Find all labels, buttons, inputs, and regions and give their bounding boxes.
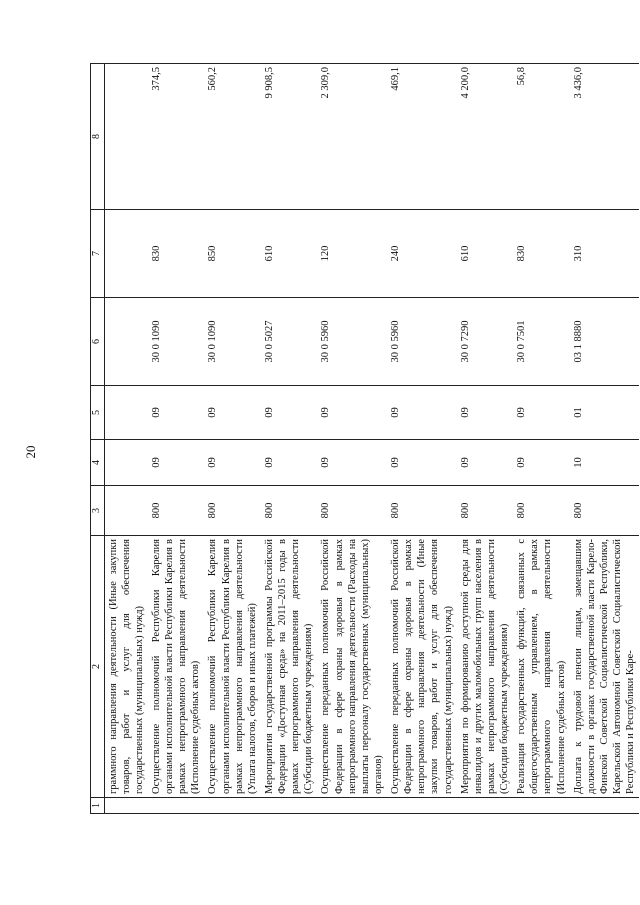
cell-ministry-code: 800 bbox=[570, 486, 640, 536]
table-row bbox=[261, 64, 318, 814]
cell-ministry-code: 800 bbox=[513, 486, 570, 536]
cell-subsection: 09 bbox=[513, 386, 570, 440]
cell-num bbox=[570, 798, 640, 814]
cell-amount: 2 309,0 bbox=[317, 64, 387, 210]
cell-target-article: 30 0 5027 bbox=[261, 298, 318, 386]
cell-num bbox=[148, 798, 205, 814]
page-number: 20 bbox=[23, 445, 38, 459]
cell-amount: 3 436,0 bbox=[570, 64, 640, 210]
cell-target-article: 30 0 1090 bbox=[148, 298, 205, 386]
cell-ministry-code: 800 bbox=[261, 486, 318, 536]
table-row bbox=[148, 64, 205, 814]
cell-description: Осуществление полномочий Республики Карелия органами исполнительной власти Республики Карелия в рамках непрограммного направления деятельности (Исполнение судебных актов) bbox=[148, 536, 205, 798]
cell-expense-type: 240 bbox=[387, 210, 457, 298]
col-header-3: 3 bbox=[91, 486, 105, 536]
cell-section: 09 bbox=[261, 440, 318, 486]
col-header-2: 2 bbox=[91, 536, 105, 798]
table-row bbox=[570, 64, 640, 814]
cell-num bbox=[104, 798, 148, 814]
cell-expense-type: 610 bbox=[261, 210, 318, 298]
cell-ministry-code bbox=[104, 486, 148, 536]
cell-num bbox=[204, 798, 261, 814]
col-header-8: 8 bbox=[91, 64, 105, 210]
cell-subsection: 09 bbox=[261, 386, 318, 440]
cell-section: 09 bbox=[317, 440, 387, 486]
cell-expense-type: 610 bbox=[457, 210, 514, 298]
cell-ministry-code: 800 bbox=[387, 486, 457, 536]
cell-target-article: 30 0 5960 bbox=[317, 298, 387, 386]
cell-ministry-code: 800 bbox=[148, 486, 205, 536]
cell-ministry-code: 800 bbox=[317, 486, 387, 536]
cell-num bbox=[513, 798, 570, 814]
cell-description: Мероприятия по формированию доступной среды для инвалидов и других маломобильных групп населения в рамках непрограммного направления деятельности (Субсидии бюджетным учреждениям) bbox=[457, 536, 514, 798]
cell-num bbox=[261, 798, 318, 814]
cell-section: 09 bbox=[148, 440, 205, 486]
col-header-6: 6 bbox=[91, 298, 105, 386]
cell-target-article: 30 0 1090 bbox=[204, 298, 261, 386]
cell-subsection: 01 bbox=[570, 386, 640, 440]
col-header-5: 5 bbox=[91, 386, 105, 440]
cell-description: Мероприятия государственной программы Российской Федерации «Доступная среда» на 2011–2015 годы в рамках непрограммного направления деятельности (Субсидии бюджетным учреждениям) bbox=[261, 536, 318, 798]
cell-subsection: 09 bbox=[387, 386, 457, 440]
cell-subsection: 09 bbox=[204, 386, 261, 440]
cell-expense-type: 310 bbox=[570, 210, 640, 298]
table-header-row bbox=[91, 64, 105, 814]
cell-expense-type: 120 bbox=[317, 210, 387, 298]
cell-target-article bbox=[104, 298, 148, 386]
rotated-table-wrapper bbox=[90, 64, 637, 814]
cell-section: 09 bbox=[387, 440, 457, 486]
cell-ministry-code: 800 bbox=[204, 486, 261, 536]
cell-target-article: 30 0 7290 bbox=[457, 298, 514, 386]
cell-subsection: 09 bbox=[148, 386, 205, 440]
cell-section: 09 bbox=[204, 440, 261, 486]
table-row bbox=[513, 64, 570, 814]
budget-table bbox=[90, 63, 639, 814]
col-header-4: 4 bbox=[91, 440, 105, 486]
cell-ministry-code: 800 bbox=[457, 486, 514, 536]
cell-description: Доплата к трудовой пенсии лицам, замещавшим должности в органах государственной власти Карело-Финской Советской Социалистической Республики, Карельской Автономной Советской Социалистической Республики и Республики Каре- bbox=[570, 536, 640, 798]
cell-target-article: 30 0 7501 bbox=[513, 298, 570, 386]
cell-section bbox=[104, 440, 148, 486]
table-row bbox=[457, 64, 514, 814]
cell-section: 10 bbox=[570, 440, 640, 486]
cell-subsection: 09 bbox=[317, 386, 387, 440]
cell-section: 09 bbox=[457, 440, 514, 486]
cell-amount: 4 200,0 bbox=[457, 64, 514, 210]
cell-description: Осуществление полномочий Республики Карелия органами исполнительной власти Республики Карелия в рамках непрограммного направления деятельности (Уплата налогов, сборов и иных платежей) bbox=[204, 536, 261, 798]
cell-description: Реализация государственных функций, связанных с общегосударственным управлением, в рамках непрограммного направления деятельности (Исполнение судебных актов) bbox=[513, 536, 570, 798]
cell-num bbox=[317, 798, 387, 814]
cell-target-article: 30 0 5960 bbox=[387, 298, 457, 386]
cell-num bbox=[457, 798, 514, 814]
table-row bbox=[204, 64, 261, 814]
cell-description: граммного направления деятельности (Иные закупки товаров, работ и услуг для обеспечения государственных (муниципальных) нужд) bbox=[104, 536, 148, 798]
table-row bbox=[387, 64, 457, 814]
cell-description: Осуществление переданных полномочий Российской Федерации в сфере охраны здоровья в рамках непрограммного направления деятельности (Иные закупки товаров, работ и услуг для обеспечения государственных (муниципальных) нужд) bbox=[387, 536, 457, 798]
cell-amount bbox=[104, 64, 148, 210]
cell-amount: 469,1 bbox=[387, 64, 457, 210]
cell-expense-type bbox=[104, 210, 148, 298]
cell-expense-type: 850 bbox=[204, 210, 261, 298]
cell-num bbox=[387, 798, 457, 814]
cell-amount: 56,8 bbox=[513, 64, 570, 210]
table-row bbox=[104, 64, 148, 814]
cell-target-article: 03 1 8880 bbox=[570, 298, 640, 386]
col-header-7: 7 bbox=[91, 210, 105, 298]
cell-expense-type: 830 bbox=[148, 210, 205, 298]
cell-subsection: 09 bbox=[457, 386, 514, 440]
cell-subsection bbox=[104, 386, 148, 440]
cell-section: 09 bbox=[513, 440, 570, 486]
table-row bbox=[317, 64, 387, 814]
cell-expense-type: 830 bbox=[513, 210, 570, 298]
cell-amount: 374,5 bbox=[148, 64, 205, 210]
cell-amount: 560,2 bbox=[204, 64, 261, 210]
col-header-1: 1 bbox=[91, 798, 105, 814]
cell-amount: 9 908,5 bbox=[261, 64, 318, 210]
cell-description: Осуществление переданных полномочий Российской Федерации в сфере охраны здоровья в рамках непрограммного направления деятельности (Расходы на выплаты персоналу государственных (муниципальных) органов) bbox=[317, 536, 387, 798]
